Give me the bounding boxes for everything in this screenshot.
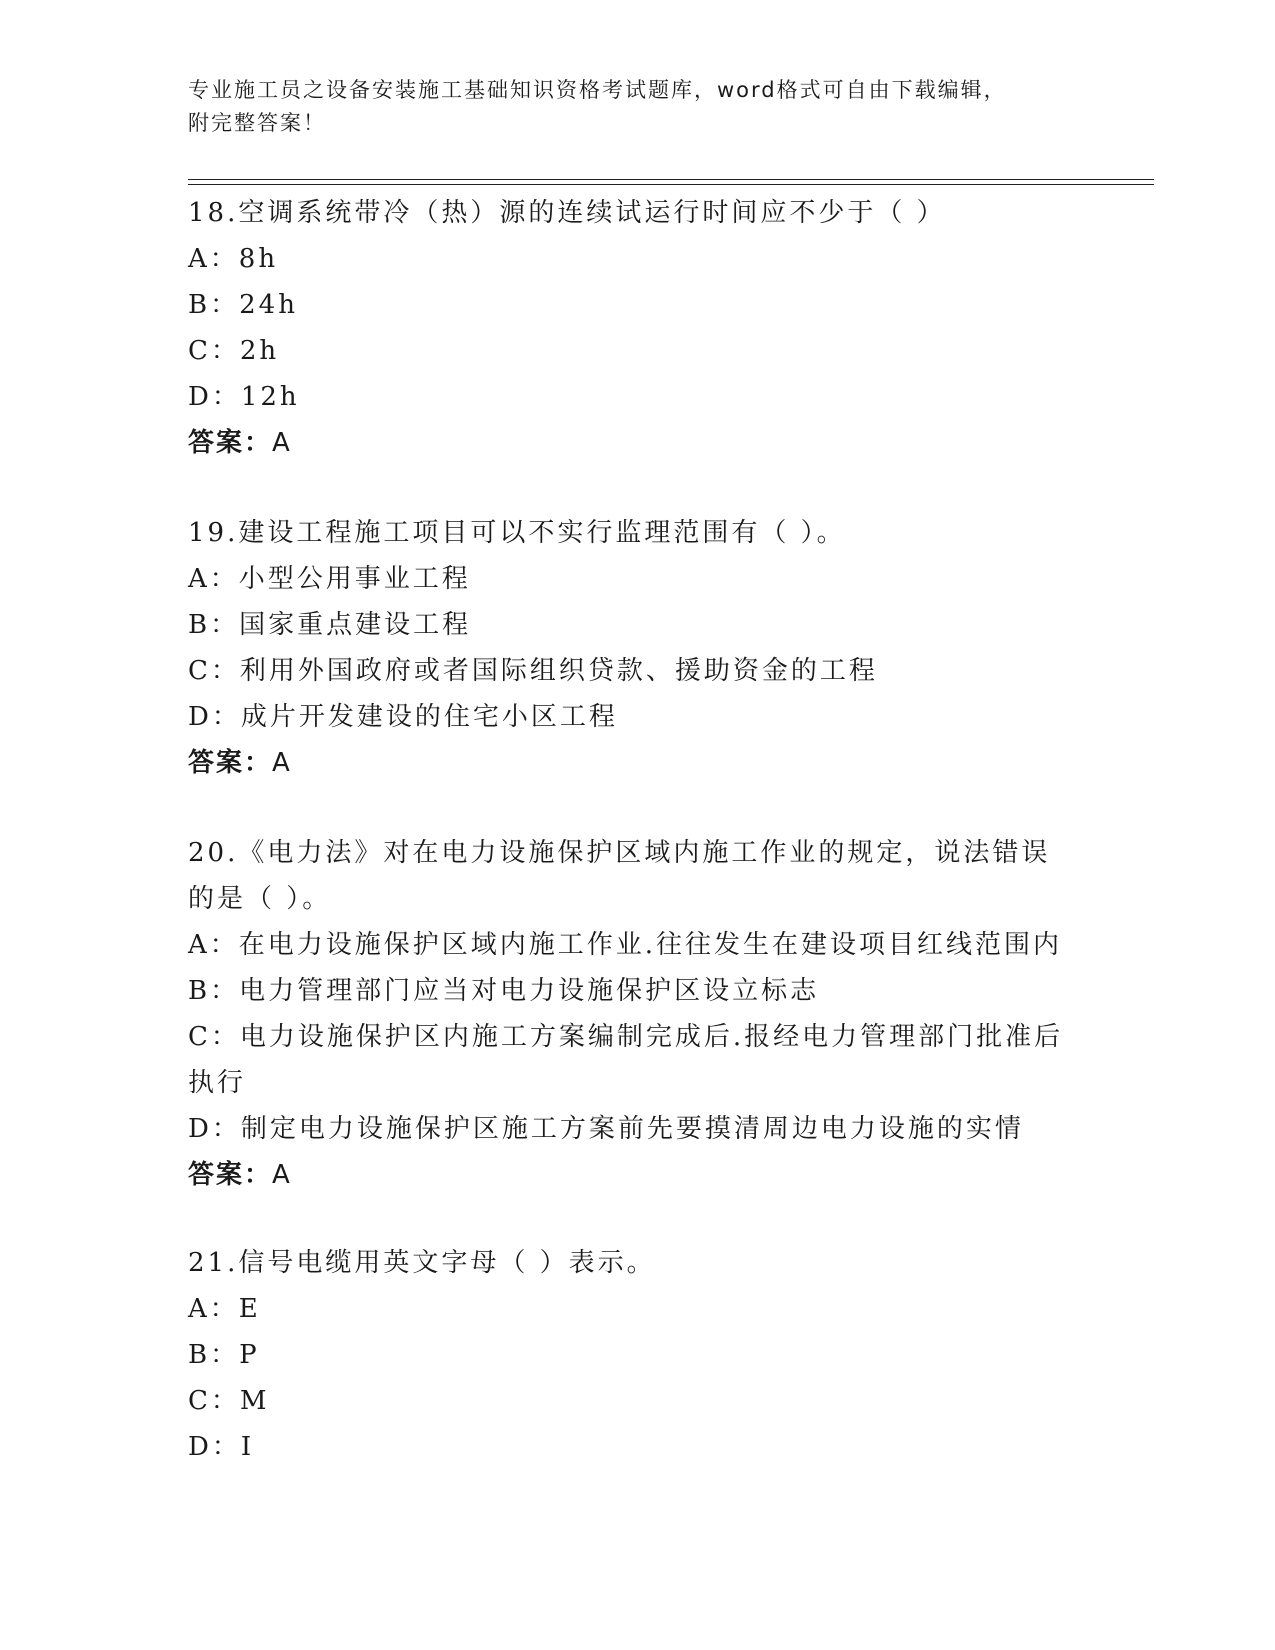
header-divider-bottom: [188, 184, 1154, 185]
answer-label: 答案：: [188, 748, 273, 778]
question-stem: 20.《电力法》对在电力设施保护区域内施工作业的规定，说法错误的是（ ）。: [188, 838, 1051, 914]
option-c: C：M: [188, 1386, 270, 1416]
header-line-2: 附完整答案！: [188, 111, 326, 135]
answer-value: A: [272, 428, 292, 458]
option-b: B：国家重点建设工程: [188, 610, 472, 640]
option-b: B：电力管理部门应当对电力设施保护区设立标志: [188, 976, 820, 1006]
question-19: [188, 510, 1088, 786]
answer-line: [188, 1152, 1088, 1198]
answer-label: 答案：: [188, 428, 273, 458]
answer-line: [188, 420, 1088, 466]
question-stem: 18.空调系统带冷（热）源的连续试运行时间应不少于（ ）: [188, 198, 946, 228]
question-stem: 19.建设工程施工项目可以不实行监理范围有（ ）。: [188, 518, 846, 548]
question-20: [188, 830, 1088, 1198]
option-a: A：小型公用事业工程: [188, 564, 471, 594]
option-d: D：制定电力设施保护区施工方案前先要摸清周边电力设施的实情: [188, 1114, 1024, 1144]
option-d: D：12h: [188, 382, 300, 412]
option-c: C：2h: [188, 336, 280, 366]
option-d: D：I: [188, 1432, 255, 1462]
option-b: B：24h: [188, 290, 298, 320]
option-a: A：8h: [188, 244, 279, 274]
option-b: B：P: [188, 1340, 260, 1370]
question-stem: 21.信号电缆用英文字母（ ）表示。: [188, 1248, 656, 1278]
document-header: [188, 74, 1088, 140]
option-a: A：在电力设施保护区域内施工作业.往往发生在建设项目红线范围内: [188, 930, 1063, 960]
option-c: C：电力设施保护区内施工方案编制完成后.报经电力管理部门批准后执行: [188, 1022, 1064, 1098]
option-c: C：利用外国政府或者国际组织贷款、援助资金的工程: [188, 656, 878, 686]
option-a: A：E: [188, 1294, 261, 1324]
question-18: [188, 190, 1088, 466]
question-21: [188, 1240, 1088, 1470]
answer-line: [188, 740, 1088, 786]
header-line-1: 专业施工员之设备安装施工基础知识资格考试题库，word格式可自由下载编辑，: [188, 78, 1007, 102]
answer-label: 答案：: [188, 1160, 273, 1190]
answer-value: A: [272, 1160, 292, 1190]
option-d: D：成片开发建设的住宅小区工程: [188, 702, 618, 732]
answer-value: A: [272, 748, 292, 778]
header-divider-top: [188, 179, 1154, 180]
